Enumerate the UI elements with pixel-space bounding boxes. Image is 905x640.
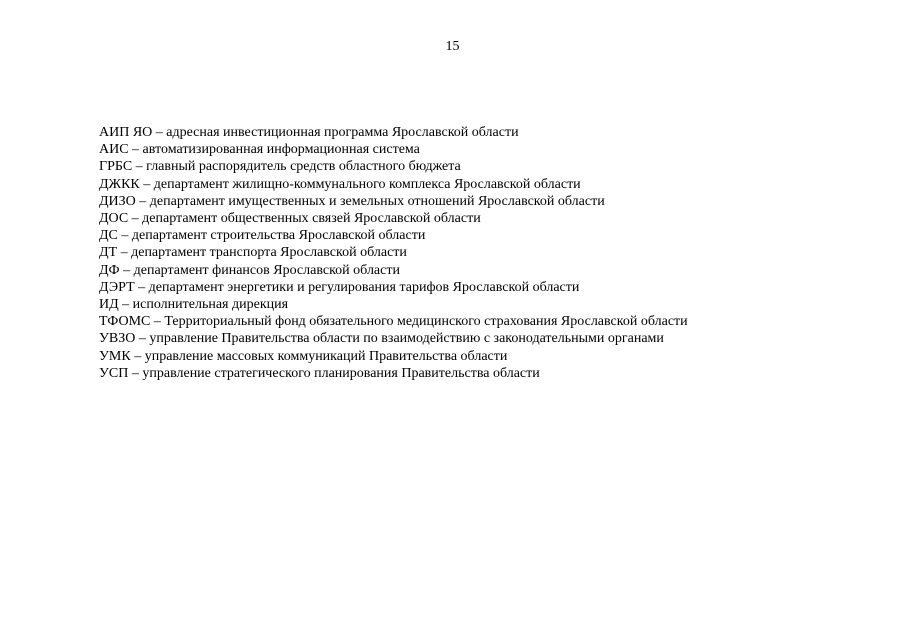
abbreviation-item: ДИЗО – департамент имущественных и земельных отношений Ярославской области bbox=[99, 193, 605, 209]
abbreviation-item: ДЭРТ – департамент энергетики и регулирования тарифов Ярославской области bbox=[99, 279, 580, 295]
abbreviation-item: ДЖКК – департамент жилищно-коммунального комплекса Ярославской области bbox=[99, 176, 581, 192]
abbreviation-item: УМК – управление массовых коммуникаций Правительства области bbox=[99, 348, 508, 364]
abbreviation-item: ГРБС – главный распорядитель средств областного бюджета bbox=[99, 159, 461, 175]
abbreviation-item: УСП – управление стратегического планирования Правительства области bbox=[99, 365, 540, 381]
abbreviation-item: ДС – департамент строительства Ярославской области bbox=[99, 228, 426, 244]
abbreviation-item: АИП ЯО – адресная инвестиционная программа Ярославской области bbox=[99, 125, 519, 140]
abbreviation-item: АИС – автоматизированная информационная система bbox=[99, 142, 420, 158]
abbreviation-item: ДТ – департамент транспорта Ярославской области bbox=[99, 245, 407, 261]
abbreviation-item: ИД – исполнительная дирекция bbox=[99, 297, 289, 313]
abbreviation-item: ДОС – департамент общественных связей Ярославской области bbox=[99, 211, 481, 227]
abbreviation-item: ТФОМС – Территориальный фонд обязательного медицинского страхования Ярославской области bbox=[99, 314, 688, 330]
abbreviation-item: ДФ – департамент финансов Ярославской области bbox=[99, 262, 400, 278]
abbreviation-list bbox=[99, 124, 879, 382]
abbreviation-item: УВЗО – управление Правительства области по взаимодействию с законодательными органами bbox=[99, 331, 664, 347]
page-number: 15 bbox=[445, 39, 460, 54]
